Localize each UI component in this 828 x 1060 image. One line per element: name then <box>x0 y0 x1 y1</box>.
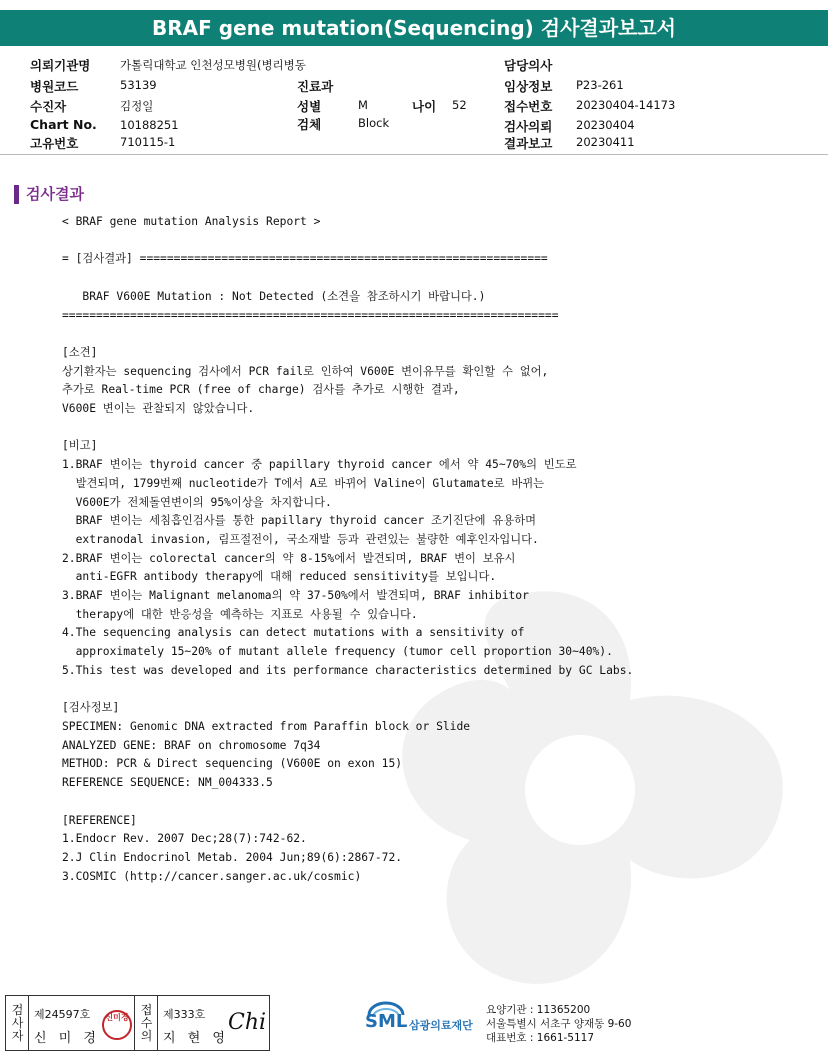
company-logo <box>365 999 485 1039</box>
sex-value: M <box>358 98 368 112</box>
footer <box>0 993 828 1053</box>
patient-label: 수진자 <box>30 99 67 114</box>
approver-label: 접수의 <box>140 1003 153 1043</box>
clinical-info-value: P23-261 <box>576 78 624 92</box>
approver-label-cell <box>134 996 158 1050</box>
examiner-label: 검사자 <box>11 1003 24 1043</box>
clinical-info-label: 임상정보 <box>504 79 553 94</box>
chart-no-value: 10188251 <box>120 118 179 132</box>
section-title-text: 검사결과 <box>26 185 84 203</box>
hospital-code-label: 병원코드 <box>30 79 79 94</box>
age-value: 52 <box>452 98 467 112</box>
report-date-value: 20230411 <box>576 135 635 149</box>
examiner-label-cell <box>6 996 29 1050</box>
patient-value: 김정일 <box>120 99 154 113</box>
header-divider <box>0 154 828 155</box>
institution-value: 가톨릭대학교 인천성모병원(병리병동 <box>120 58 306 72</box>
department-label: 진료과 <box>297 79 334 94</box>
specimen-value: Block <box>358 116 390 130</box>
age-label: 나이 <box>412 99 437 114</box>
approver-name: 지 현 영 <box>163 1031 229 1046</box>
report-body: < BRAF gene mutation Analysis Report > = [검사결과] ============================================================ BRAF V600E Mutation : Not Detected (소견을 참조하시기 바랍니다.) ========================================================================= [소견] 상기환자는 sequencing 검사에서 PCR fail로 인하여 V600E 변이유무를 확인할 수 없어, 추가로 Real-time PCR (free of charge) 검사를 추가로 시행한 결과, V600E 변이는 관찰되지 않았습니다. [비고] 1.BRAF 변이는 thyroid cancer 중 papillary thyroid cancer 에서 약 45~70%의 빈도로 발견되며, 1799번째 nucleotide가 T에서 A로 바뀌어 Valine이 Glutamate로 바뀌는 V600E가 전체돌연변이의 95%이상을 차지합니다. BRAF 변이는 세침흡인검사를 통한 papillary thyroid cancer 조기진단에 유용하며 extranodal invasion, 림프절전이, 국소재발 등과 관련있는 불량한 예후인자입니다. 2.BRAF 변이는 colorectal cancer의 약 8-15%에서 발견되며, BRAF 변이 보유시 anti-EGFR antibody therapy에 대해 reduced sensitivity를 보입니다. 3.BRAF 변이는 Malignant melanoma의 약 37-50%에서 발견되며, BRAF inhibitor therapy에 대한 반응성을 예측하는 지표로 사용될 수 있습니다. 4.The sequencing analysis can detect mutations with a sensitivity of approximately 15~20% of mutant allele frequency (tumor cell proportion 30~40%). 5.This test was developed and its performance characteristics determined by GC Labs. [검사정보] SPECIMEN: Genomic DNA extracted from Paraffin block or Slide ANALYZED GENE: BRAF on chromosome 7q34 METHOD: PCR & Direct sequencing (V600E on exon 15) REFERENCE SEQUENCE: NM_004333.5 [REFERENCE] 1.Endocr Rev. 2007 Dec;28(7):742-62. 2.J Clin Endocrinol Metab. 2004 Jun;89(6):2867-72. 3.COSMIC (http://cancer.sanger.ac.uk/cosmic) <box>62 215 634 883</box>
logo-name: 삼광의료재단 <box>409 1019 473 1032</box>
examiner-license: 제24597호 <box>34 1008 91 1021</box>
hospital-code-value: 53139 <box>120 78 157 92</box>
specimen-label: 검체 <box>297 117 322 132</box>
signature-box <box>5 995 270 1051</box>
sex-label: 성별 <box>297 99 322 114</box>
company-address: 요양기관 : 11365200 서울특별시 서초구 양재동 9-60 대표번호 : 1661-5117 <box>486 1004 632 1044</box>
doctor-label: 담당의사 <box>504 58 553 73</box>
receipt-no-label: 접수번호 <box>504 99 553 114</box>
institution-label: 의뢰기관명 <box>30 58 91 73</box>
request-date-label: 검사의뢰 <box>504 119 553 134</box>
report-date-label: 결과보고 <box>504 136 553 151</box>
logo-mark: SML <box>365 1011 408 1032</box>
report-title: BRAF gene mutation(Sequencing) 검사결과보고서 <box>0 10 828 46</box>
examiner-seal: 신미경 <box>102 1010 132 1040</box>
request-date-value: 20230404 <box>576 118 635 132</box>
receipt-no-value: 20230404-14173 <box>576 98 676 112</box>
unique-no-value: 710115-1 <box>120 135 176 149</box>
approver-signature: Chi <box>228 1010 267 1035</box>
unique-no-label: 고유번호 <box>30 136 79 151</box>
approver-license: 제333호 <box>163 1008 206 1021</box>
section-marker <box>14 185 19 204</box>
chart-no-label: Chart No. <box>30 117 97 132</box>
patient-info-block <box>0 54 828 154</box>
examiner-name: 신 미 경 <box>34 1031 100 1046</box>
